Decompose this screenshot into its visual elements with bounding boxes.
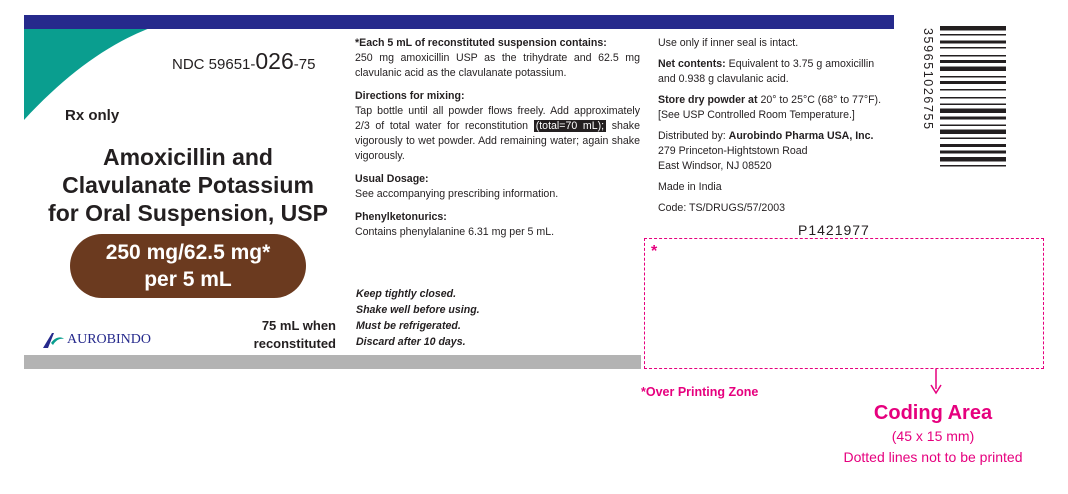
pku-heading: Phenylketonurics:: [355, 211, 447, 223]
coding-area-title: Coding Area: [873, 402, 993, 424]
store-reference: [See USP Controlled Room Temperature.]: [658, 109, 855, 121]
barcode-number: 359651026755: [921, 28, 935, 131]
barcode-bar: [940, 76, 1006, 78]
ndc-number: NDC 59651-026-75: [172, 48, 316, 74]
barcode-bar: [940, 117, 1006, 120]
barcode-bars: [940, 26, 1006, 167]
arrow-down-icon: [929, 369, 943, 395]
right-column: [658, 36, 890, 222]
pku-text: Contains phenylalanine 6.31 mg per 5 mL.: [355, 226, 555, 238]
mixing-heading: Directions for mixing:: [355, 90, 465, 102]
barcode-bar: [940, 26, 1006, 31]
strength-badge: 250 mg/62.5 mg* per 5 mL: [70, 234, 306, 298]
drug-name: Amoxicillin and Clavulanate Potassium for Oral Suspension, USP: [48, 144, 328, 226]
barcode: [918, 24, 1008, 194]
top-navy-bar: [24, 15, 894, 29]
rx-only: Rx only: [65, 107, 120, 124]
dotted-lines-note: Dotted lines not to be printed: [843, 449, 1023, 465]
zone-star: *: [651, 243, 658, 260]
license-code: Code: TS/DRUGS/57/2003: [658, 202, 785, 214]
store-text: 20° to 25°C (68° to 77°F).: [760, 94, 882, 106]
barcode-bar: [940, 47, 1006, 49]
water-volume-highlight: (total=70 mL);: [535, 120, 605, 132]
seal-statement: Use only if inner seal is intact.: [658, 37, 799, 49]
barcode-bar: [940, 34, 1006, 36]
barcode-bar: [940, 67, 1006, 72]
coding-area-size: (45 x 15 mm): [891, 428, 975, 444]
barcode-bar: [940, 89, 1006, 91]
mixing-text-continued: shake vigorously to wet powder. Add remaining water; again shake vigorously.: [355, 120, 640, 162]
aurobindo-logo: AUROBINDO: [41, 331, 151, 349]
middle-column: [355, 36, 640, 248]
store-heading: Store dry powder at: [658, 94, 758, 106]
distributor-label: Distributed by:: [658, 130, 726, 142]
volume-statement: 75 mL when reconstituted: [253, 318, 336, 351]
aurobindo-logo-icon: [41, 331, 65, 349]
barcode-bar: [940, 81, 1006, 84]
contents-heading: *Each 5 mL of reconstituted suspension contains:: [355, 37, 607, 49]
made-in: Made in India: [658, 181, 722, 193]
barcode-bar: [940, 125, 1006, 127]
net-contents-heading: Net contents:: [658, 58, 726, 70]
barcode-bar: [940, 151, 1006, 154]
barcode-bar: [940, 41, 1006, 44]
mixing-text: Tap bottle until all powder flows freely. Add approximately 2/3 of total water for reconstitution: [355, 105, 640, 132]
dosage-heading: Usual Dosage:: [355, 173, 429, 185]
distributor-name: Aurobindo Pharma USA, Inc.: [728, 130, 874, 142]
barcode-bar: [940, 97, 1006, 99]
barcode-bar: [940, 109, 1006, 114]
product-code: P1421977: [798, 222, 870, 238]
net-contents-text: Equivalent to 3.75 g amoxicillin and 0.938 g clavulanic acid.: [658, 58, 875, 85]
coding-area-note: [830, 400, 1036, 468]
barcode-bar: [940, 138, 1006, 140]
barcode-bar: [940, 104, 1006, 106]
barcode-bar: [940, 55, 1006, 57]
over-printing-label: *Over Printing Zone: [641, 385, 759, 399]
storage-instructions: Keep tightly closed. Shake well before using. Must be refrigerated. Discard after 10 days.: [356, 288, 480, 348]
barcode-bar: [940, 60, 1006, 63]
bottom-grey-bar: [24, 355, 641, 369]
barcode-bar: [940, 157, 1006, 162]
address-line-1: 279 Princeton-Hightstown Road: [658, 145, 808, 157]
contents-text: 250 mg amoxicillin USP as the trihydrate and 62.5 mg clavulanic acid as the clavulanate potassium.: [355, 52, 640, 79]
barcode-bar: [940, 165, 1006, 167]
address-line-2: East Windsor, NJ 08520: [658, 160, 772, 172]
barcode-bar: [940, 130, 1006, 135]
over-printing-zone: [644, 238, 1044, 369]
barcode-bar: [940, 144, 1006, 147]
dosage-text: See accompanying prescribing information.: [355, 188, 559, 200]
